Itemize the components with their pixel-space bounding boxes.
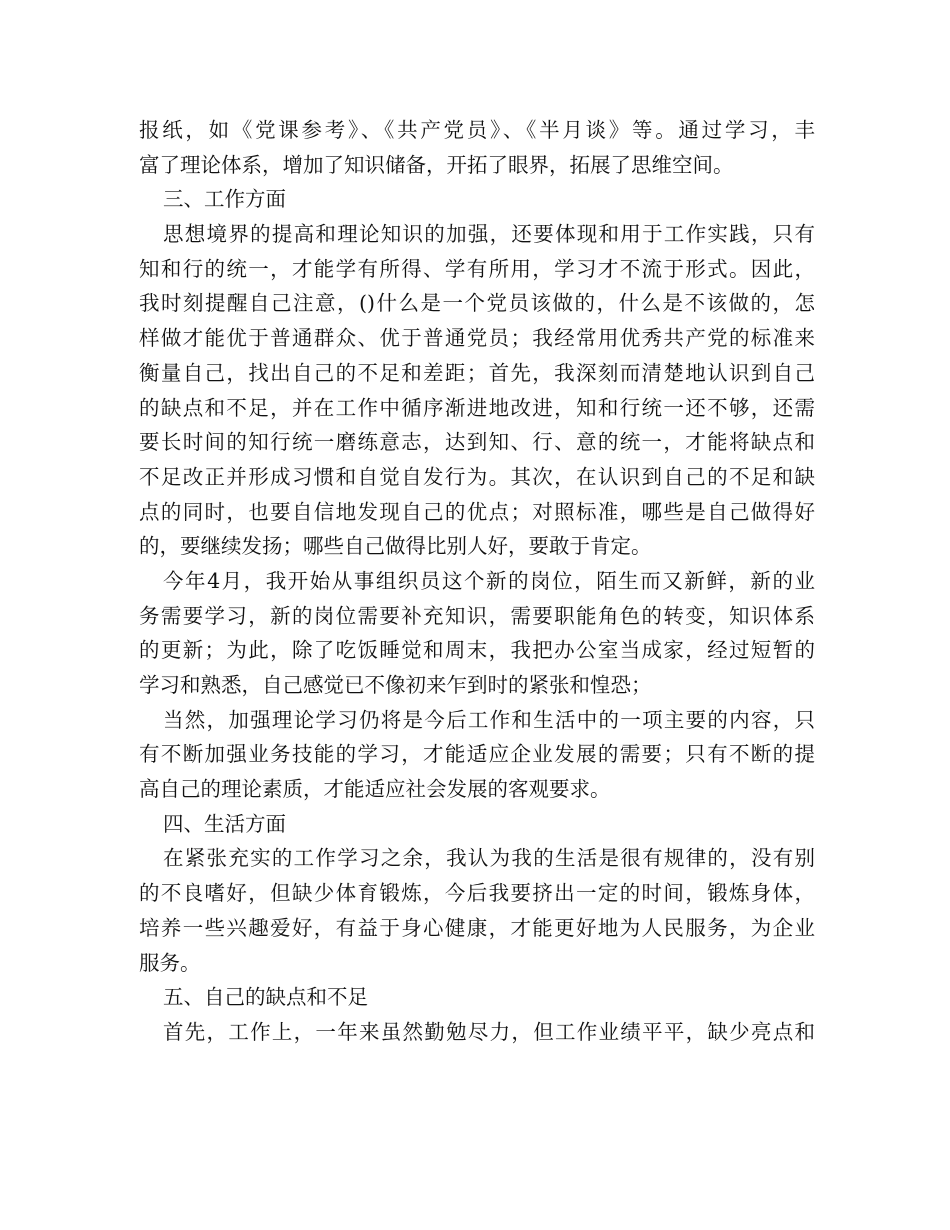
section-heading: 四、生活方面 — [163, 811, 286, 836]
text-line: 当然，加强理论学习仍将是今后工作和生活中的一项主要的内容，只 — [163, 707, 815, 732]
text-line: 衡量自己，找出自己的不足和差距；首先，我深刻而清楚地认识到自己 — [139, 360, 815, 385]
text-line: 点的同时，也要自信地发现自己的优点；对照标准，哪些是自己做得好 — [139, 499, 815, 524]
text-line: 知和行的统一，才能学有所得、学有所用，学习才不流于形式。因此， — [139, 256, 815, 281]
text-line: 学习和熟悉，自己感觉已不像初来乍到时的紧张和惶恐； — [139, 673, 652, 697]
text-line: 在紧张充实的工作学习之余，我认为我的生活是很有规律的，没有别 — [163, 846, 815, 871]
text-line: 富了理论体系，增加了知识储备，开拓了眼界，拓展了思维空间。 — [139, 152, 734, 177]
text-line: 我时刻提醒自己注意，()什么是一个党员该做的，什么是不该做的，怎 — [139, 291, 815, 316]
text-line: 样做才能优于普通群众、优于普通党员；我经常用优秀共产党的标准来 — [139, 326, 815, 351]
section-heading: 三、工作方面 — [163, 187, 286, 212]
text-line: 今年4月，我开始从事组织员这个新的岗位，陌生而又新鲜，新的业 — [163, 568, 815, 593]
text-line: 的更新；为此，除了吃饭睡觉和周末，我把办公室当成家，经过短暂的 — [139, 638, 815, 663]
text-line: 服务。 — [139, 950, 201, 975]
section-heading: 五、自己的缺点和不足 — [163, 985, 368, 1010]
text-line: 高自己的理论素质，才能适应社会发展的客观要求。 — [139, 777, 611, 802]
text-line: 要长时间的知行统一磨练意志，达到知、行、意的统一，才能将缺点和 — [139, 430, 815, 455]
text-line: 的缺点和不足，并在工作中循序渐进地改进，知和行统一还不够，还需 — [139, 395, 815, 420]
text-line: 首先，工作上，一年来虽然勤勉尽力，但工作业绩平平，缺少亮点和 — [163, 1019, 815, 1044]
document-body — [139, 113, 815, 1050]
text-line: 的，要继续发扬；哪些自己做得比别人好，要敢于肯定。 — [139, 534, 652, 559]
text-line: 思想境界的提高和理论知识的加强，还要体现和用于工作实践，只有 — [163, 222, 815, 247]
text-line: 报纸，如《党课参考》、《共产党员》、《半月谈》等。通过学习，丰 — [139, 118, 815, 142]
text-line: 务需要学习，新的岗位需要补充知识，需要职能角色的转变，知识体系 — [139, 603, 815, 628]
text-line: 的不良嗜好，但缺少体育锻炼，今后我要挤出一定的时间，锻炼身体， — [139, 881, 815, 906]
text-line: 培养一些兴趣爱好，有益于身心健康，才能更好地为人民服务，为企业 — [139, 915, 815, 940]
text-line: 有不断加强业务技能的学习，才能适应企业发展的需要；只有不断的提 — [139, 742, 815, 767]
text-line: 不足改正并形成习惯和自觉自发行为。其次，在认识到自己的不足和缺 — [139, 464, 815, 489]
